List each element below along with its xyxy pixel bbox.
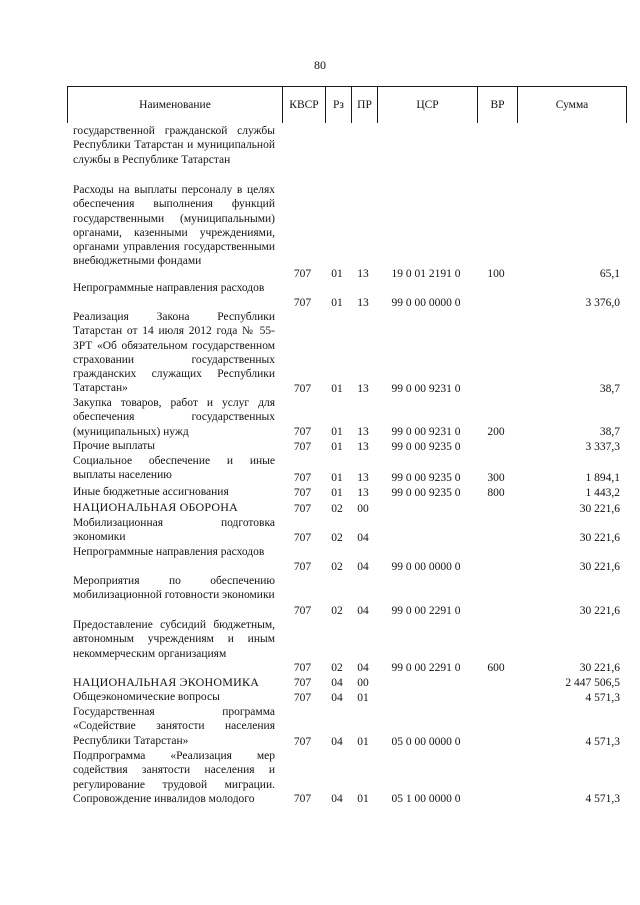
row-kvsr: 707: [293, 487, 312, 499]
row-name: Социальное обеспечение и иные выплаты населению: [73, 455, 275, 482]
table-header: [67, 86, 627, 123]
row-csr: 19 0 01 2191 0: [391, 268, 461, 280]
row-sum: 4 571,3: [585, 736, 620, 748]
row-pr: 13: [357, 383, 369, 395]
row-name: НАЦИОНАЛЬНАЯ ЭКОНОМИКА: [73, 675, 260, 689]
row-kvsr: 707: [293, 605, 312, 617]
table-row: [67, 124, 627, 183]
row-sum: 65,1: [599, 268, 620, 280]
row-csr: 99 0 00 9231 0: [391, 426, 461, 438]
table-row: [67, 310, 627, 396]
header-pr: ПР: [351, 87, 377, 123]
row-rz: 02: [331, 532, 343, 544]
table-row: [67, 516, 627, 545]
row-name: Непрограммные направления расходов: [73, 282, 265, 294]
row-rz: 02: [331, 662, 343, 674]
row-name: НАЦИОНАЛЬНАЯ ОБОРОНА: [73, 500, 238, 514]
row-pr: 13: [357, 487, 369, 499]
row-pr: 04: [357, 532, 369, 544]
row-csr: 99 0 00 0000 0: [391, 297, 461, 309]
row-kvsr: 707: [293, 503, 312, 515]
row-sum: 38,7: [599, 426, 620, 438]
row-sum: 30 221,6: [579, 561, 620, 573]
row-kvsr: 707: [293, 692, 312, 704]
row-name: Государственная программа «Содействие занятости населения Республики Татарстан»: [73, 706, 275, 747]
row-rz: 02: [331, 605, 343, 617]
row-csr: 99 0 00 9235 0: [391, 487, 461, 499]
row-rz: 02: [331, 503, 343, 515]
row-csr: 05 1 00 0000 0: [391, 793, 461, 805]
row-kvsr: 707: [293, 297, 312, 309]
header-kvsr: КВСР: [282, 87, 325, 123]
table-row: [67, 500, 627, 516]
row-sum: 30 221,6: [579, 503, 620, 515]
table-row: [67, 705, 627, 749]
page-number: 80: [314, 58, 326, 72]
row-kvsr: 707: [293, 441, 312, 453]
header-vr: ВР: [477, 87, 517, 123]
row-sum: 3 337,3: [585, 441, 620, 453]
row-pr: 13: [357, 426, 369, 438]
row-sum: 2 447 506,5: [565, 677, 620, 689]
row-pr: 01: [357, 736, 369, 748]
row-name: Подпрограмма «Реализация мер содействия занятости населения и регулирование трудовой миграции. Сопровождение инвалидов молодого: [73, 750, 275, 805]
row-csr: 05 0 00 0000 0: [391, 736, 461, 748]
header-sum: Сумма: [517, 87, 626, 123]
row-name: государственной гражданской службы Республики Татарстан и муниципальной службы в Республике Татарстан: [73, 125, 275, 166]
table-row: [67, 183, 627, 281]
row-rz: 01: [331, 441, 343, 453]
row-pr: 00: [357, 503, 369, 515]
row-name: Предоставление субсидий бюджетным, автономным учреждениям и иным некоммерческим организациям: [73, 619, 275, 660]
table-row: [67, 485, 627, 500]
row-name: Прочие выплаты: [73, 440, 156, 452]
row-sum: 30 221,6: [579, 605, 620, 617]
row-csr: 99 0 00 2291 0: [391, 662, 461, 674]
table-row: [67, 690, 627, 705]
row-vr: 300: [487, 472, 505, 484]
row-sum: 4 571,3: [585, 793, 620, 805]
row-name: Мобилизационная подготовка экономики: [73, 517, 275, 544]
row-pr: 00: [357, 677, 369, 689]
table-row: [67, 281, 627, 310]
row-rz: 01: [331, 472, 343, 484]
row-rz: 01: [331, 426, 343, 438]
row-rz: 01: [331, 383, 343, 395]
table-row: [67, 675, 627, 690]
row-rz: 04: [331, 793, 343, 805]
row-kvsr: 707: [293, 383, 312, 395]
row-rz: 01: [331, 268, 343, 280]
row-name: Реализация Закона Республики Татарстан от 14 июля 2012 года № 55-ЗРТ «Об обязательном государственном страховании государственных гражданских служащих Республики Татарстан»: [73, 311, 275, 395]
row-pr: 13: [357, 268, 369, 280]
row-sum: 1 443,2: [585, 487, 620, 499]
row-vr: 800: [487, 487, 505, 499]
row-name: Расходы на выплаты персоналу в целях обеспечения выполнения функций государственными (муниципальными) органами, казенными учреждениями, органами управления государственными внебюджетными фондами: [73, 184, 275, 268]
row-pr: 13: [357, 297, 369, 309]
row-sum: 1 894,1: [585, 472, 620, 484]
row-vr: 100: [487, 268, 505, 280]
table-row: [67, 396, 627, 439]
row-rz: 02: [331, 561, 343, 573]
table-row: [67, 439, 627, 454]
row-kvsr: 707: [293, 472, 312, 484]
header-csr: ЦСР: [377, 87, 477, 123]
row-rz: 04: [331, 736, 343, 748]
table-row: [67, 749, 627, 806]
row-pr: 01: [357, 692, 369, 704]
row-name: Закупка товаров, работ и услуг для обеспечения государственных (муниципальных) нужд: [73, 397, 275, 438]
row-sum: 4 571,3: [585, 692, 620, 704]
row-sum: 30 221,6: [579, 662, 620, 674]
row-kvsr: 707: [293, 677, 312, 689]
row-pr: 04: [357, 662, 369, 674]
row-sum: 30 221,6: [579, 532, 620, 544]
row-kvsr: 707: [293, 532, 312, 544]
row-rz: 01: [331, 487, 343, 499]
row-sum: 38,7: [599, 383, 620, 395]
table-row: [67, 454, 627, 485]
header-rz: Рз: [325, 87, 351, 123]
table-row: [67, 618, 627, 675]
row-rz: 04: [331, 677, 343, 689]
row-name: Иные бюджетные ассигнования: [73, 486, 229, 498]
row-kvsr: 707: [293, 662, 312, 674]
row-pr: 04: [357, 605, 369, 617]
row-pr: 13: [357, 441, 369, 453]
row-kvsr: 707: [293, 268, 312, 280]
row-kvsr: 707: [293, 736, 312, 748]
row-name: Непрограммные направления расходов: [73, 546, 265, 558]
row-kvsr: 707: [293, 426, 312, 438]
row-vr: 600: [487, 662, 505, 674]
row-name: Мероприятия по обеспечению мобилизационной готовности экономики: [73, 575, 275, 602]
table-row: [67, 545, 627, 574]
budget-table-body: [67, 124, 627, 806]
row-vr: 200: [487, 426, 505, 438]
row-name: Общеэкономические вопросы: [73, 691, 220, 703]
row-csr: 99 0 00 2291 0: [391, 605, 461, 617]
row-rz: 01: [331, 297, 343, 309]
row-csr: 99 0 00 9231 0: [391, 383, 461, 395]
row-csr: 99 0 00 9235 0: [391, 441, 461, 453]
row-kvsr: 707: [293, 793, 312, 805]
table-row: [67, 574, 627, 618]
row-csr: 99 0 00 0000 0: [391, 561, 461, 573]
row-pr: 13: [357, 472, 369, 484]
row-csr: 99 0 00 9235 0: [391, 472, 461, 484]
header-name: Наименование: [139, 99, 211, 111]
row-sum: 3 376,0: [585, 297, 620, 309]
row-kvsr: 707: [293, 561, 312, 573]
row-rz: 04: [331, 692, 343, 704]
row-pr: 01: [357, 793, 369, 805]
row-pr: 04: [357, 561, 369, 573]
